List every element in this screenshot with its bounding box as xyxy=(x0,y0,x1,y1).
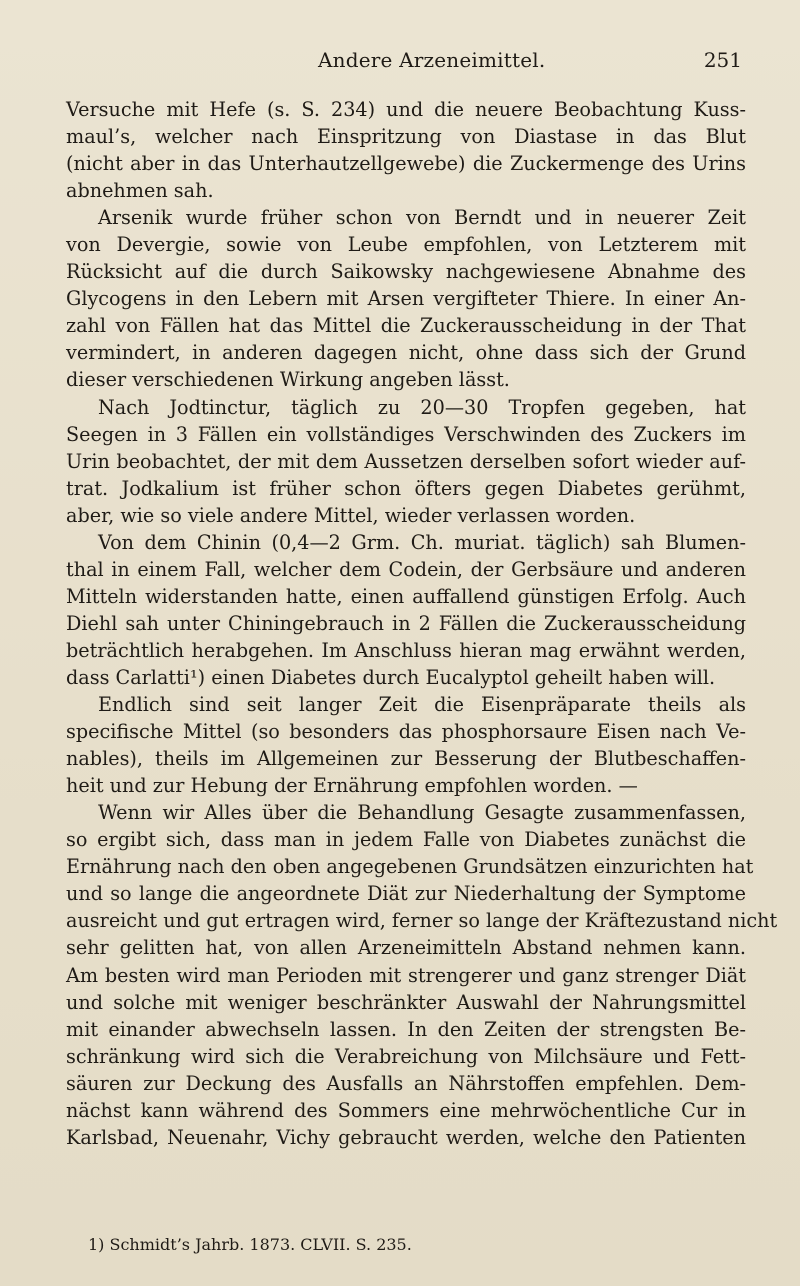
text-line: zahl von Fällen hat das Mittel die Zuckerausscheidung in der That xyxy=(66,314,746,338)
text-line: Wenn wir Alles über die Behandlung Gesagte zusammenfassen, xyxy=(98,801,746,825)
page-number: 251 xyxy=(703,48,742,72)
text-line: Urin beobachtet, der mit dem Aussetzen derselben sofort wieder auf- xyxy=(66,449,746,473)
text-line: Mitteln widerstanden hatte, einen auffallend günstigen Erfolg. Auch xyxy=(66,584,746,608)
text-line: Ernährung nach den oben angegebenen Grundsätzen einzurichten hat xyxy=(66,855,754,879)
text-line: Karlsbad, Neuenahr, Vichy gebraucht werden, welche den Patienten xyxy=(66,1125,746,1149)
text-line: von Devergie, sowie von Leube empfohlen, von Letzterem mit xyxy=(66,233,746,257)
text-line: aber, wie so viele andere Mittel, wieder verlassen worden. xyxy=(66,503,636,527)
text-line: Endlich sind seit langer Zeit die Eisenpräparate theils als xyxy=(98,693,746,717)
text-line: dass Carlatti¹) einen Diabetes durch Eucalyptol geheilt haben will. xyxy=(66,665,716,689)
text-line: trat. Jodkalium ist früher schon öfters gegen Diabetes gerühmt, xyxy=(66,476,746,500)
text-line: dieser verschiedenen Wirkung angeben lässt. xyxy=(66,368,510,392)
text-line: mit einander abwechseln lassen. In den Zeiten der strengsten Be- xyxy=(66,1017,746,1041)
text-line: thal in einem Fall, welcher dem Codein, der Gerbsäure und anderen xyxy=(66,557,746,581)
text-line: sehr gelitten hat, von allen Arzeneimitteln Abstand nehmen kann. xyxy=(66,936,746,960)
text-line: heit und zur Hebung der Ernährung empfohlen worden. — xyxy=(66,774,638,798)
text-line: und solche mit weniger beschränkter Auswahl der Nahrungsmittel xyxy=(66,990,746,1014)
body-text xyxy=(66,96,778,1151)
text-line: Am besten wird man Perioden mit strengerer und ganz strenger Diät xyxy=(66,963,746,987)
text-line: schränkung wird sich die Verabreichung von Milchsäure und Fett- xyxy=(66,1044,746,1068)
text-line: Seegen in 3 Fällen ein vollständiges Verschwinden des Zuckers im xyxy=(66,422,746,446)
text-line: so ergibt sich, dass man in jedem Falle von Diabetes zunächst die xyxy=(66,828,746,852)
text-line: ausreicht und gut ertragen wird, ferner so lange der Kräftezustand nicht xyxy=(66,909,778,933)
text-line: nächst kann während des Sommers eine mehrwöchentliche Cur in xyxy=(66,1098,746,1122)
text-line: specifische Mittel (so besonders das phosphorsaure Eisen nach Ve- xyxy=(66,720,746,744)
text-line: nables), theils im Allgemeinen zur Besserung der Blutbeschaffen- xyxy=(66,747,746,771)
text-line: beträchtlich herabgehen. Im Anschluss hieran mag erwähnt werden, xyxy=(66,638,746,662)
running-head: Andere Arzeneimittel. xyxy=(318,48,546,72)
page-header xyxy=(0,46,800,76)
text-line: und so lange die angeordnete Diät zur Niederhaltung der Symptome xyxy=(66,882,746,906)
text-line: Nach Jodtinctur, täglich zu 20—30 Tropfen gegeben, hat xyxy=(98,395,746,419)
text-line: Diehl sah unter Chiningebrauch in 2 Fällen die Zuckerausscheidung xyxy=(66,611,746,635)
text-line: Glycogens in den Lebern mit Arsen vergifteter Thiere. In einer An- xyxy=(66,287,746,311)
text-line: abnehmen sah. xyxy=(66,179,214,203)
text-line: (nicht aber in das Unterhautzellgewebe) die Zuckermenge des Urins xyxy=(66,152,746,176)
text-line: maul’s, welcher nach Einspritzung von Diastase in das Blut xyxy=(66,125,746,149)
text-line: vermindert, in anderen dagegen nicht, ohne dass sich der Grund xyxy=(66,341,746,365)
text-line: Von dem Chinin (0,4—2 Grm. Ch. muriat. täglich) sah Blumen- xyxy=(98,530,746,554)
text-line: Versuche mit Hefe (s. S. 234) und die neuere Beobachtung Kuss- xyxy=(66,98,746,121)
text-line: Rücksicht auf die durch Saikowsky nachgewiesene Abnahme des xyxy=(66,260,746,284)
text-line: säuren zur Deckung des Ausfalls an Nährstoffen empfehlen. Dem- xyxy=(66,1071,746,1095)
text-line: Arsenik wurde früher schon von Berndt und in neuerer Zeit xyxy=(98,206,746,230)
footnote: 1) Schmidt’s Jahrb. 1873. CLVII. S. 235. xyxy=(88,1235,412,1254)
